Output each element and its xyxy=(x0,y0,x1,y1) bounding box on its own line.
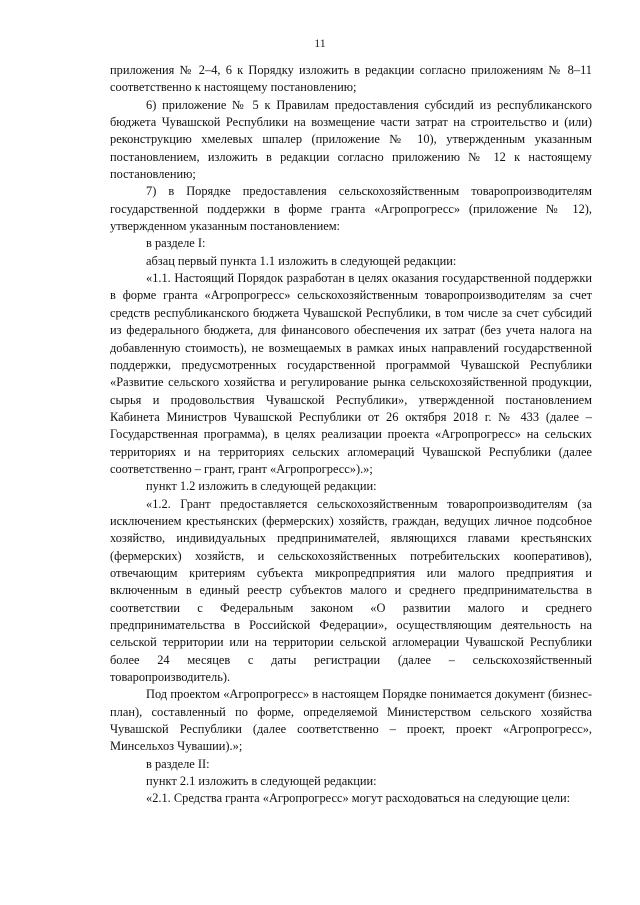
paragraph: Под проектом «Агропрогресс» в настоящем Порядке понимается документ (бизнес-план), составленный по форме, определяемой Министерством сельского хозяйства Чувашской Республики (далее соответственно – проект, проект «Агропрогресс», Минсельхоз Чувашии).»; xyxy=(110,687,592,754)
document-body xyxy=(110,62,592,808)
paragraph: пункт 2.1 изложить в следующей редакции: xyxy=(146,774,377,789)
paragraph: пункт 1.2 изложить в следующей редакции: xyxy=(146,479,377,494)
paragraph: «2.1. Средства гранта «Агропрогресс» могут расходоваться на следующие цели: xyxy=(146,791,571,806)
page-number: 11 xyxy=(314,36,326,50)
paragraph: 6) приложение № 5 к Правилам предоставления субсидий из республиканского бюджета Чувашской Республики на возмещение части затрат на строительство и (или) реконструкцию хмелевых шпалер (приложение № 10), утвержденным указанным постановлением, изложить в редакции согласно приложению № 12 к настоящему постановлению; xyxy=(110,97,592,182)
paragraph: абзац первый пункта 1.1 изложить в следующей редакции: xyxy=(146,253,457,268)
paragraph: в разделе II: xyxy=(146,756,210,771)
paragraph: в разделе I: xyxy=(146,236,206,251)
paragraph: «1.2. Грант предоставляется сельскохозяйственным товаропроизводителям (за исключением крестьянских (фермерских) хозяйств, граждан, ведущих личное подсобное хозяйство, индивидуальных предпринимателей, являющихся главами крестьянских (фермерских) хозяйств, и сельскохозяйственных потребительских кооперативов), отвечающим критериям субъекта микропредприятия или малого предприятия и включенным в единый реестр субъектов малого и среднего предпринимательства в соответствии с Федеральным законом «О развитии малого и среднего предпринимательства в Российской Федерации», осуществляющим деятельность на сельской территории или на территории сельской агломерации Чувашской Республики более 24 месяцев с даты регистрации (далее – сельскохозяйственный товаропроизводитель). xyxy=(110,496,592,685)
paragraph: 7) в Порядке предоставления сельскохозяйственным товаропроизводителям государственной поддержки в форме гранта «Агропрогресс» (приложение № 12), утвержденном указанным постановлением: xyxy=(110,184,592,234)
paragraph: приложения № 2–4, 6 к Порядку изложить в редакции согласно приложениям № 8–11 соответственно к настоящему постановлению; xyxy=(110,63,592,95)
paragraph: «1.1. Настоящий Порядок разработан в целях оказания государственной поддержки в форме гранта «Агропрогресс» сельскохозяйственным товаропроизводителям за счет средств республиканского бюджета Чувашской Республики, в том числе за счет субсидий из федерального бюджета, для финансового обеспечения их затрат (без учета налога на добавленную стоимость), не возмещаемых в рамках иных направлений государственной поддержки, предусмотренных государственной программой Чувашской Республики «Развитие сельского хозяйства и регулирование рынка сельскохозяйственной продукции, сырья и продовольствия Чувашской Республики», утвержденной постановлением Кабинета Министров Чувашской Республики от 26 октября 2018 г. № 433 (далее – Государственная программа), в целях реализации проекта «Агропрогресс» на сельских территориях и на территориях сельских агломераций Чувашской Республики (далее соответственно – грант, грант «Агропрогресс»).»; xyxy=(110,271,592,476)
